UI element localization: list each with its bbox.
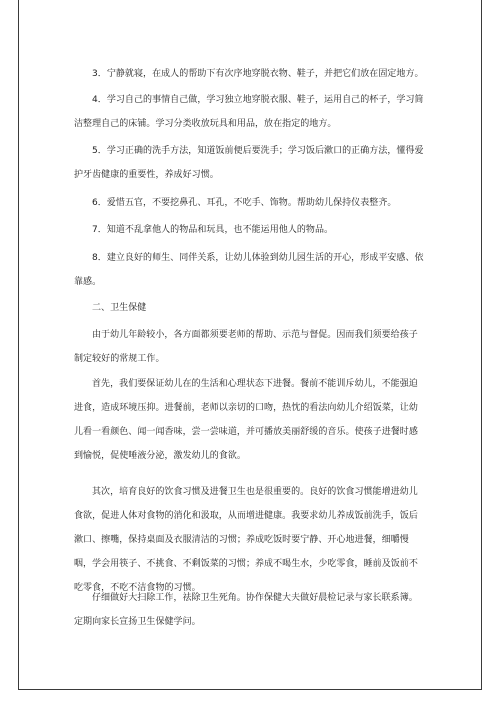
paragraph-item-3: 3．宁静就寝，在成人的帮助下有次序地穿脱衣物、鞋子，并把它们放在固定地方。 [92, 69, 424, 79]
paragraph-cleaning: 仔细做好大扫除工作，祛除卫生死角。协作保健大夫做好晨检记录与家长联系簿。定期向家长宣扬卫生保健学问。 [74, 593, 418, 627]
paragraph-item-7: 7．知道不乱拿他人的物品和玩具，也不能运用他人的物品。 [92, 225, 334, 235]
paragraph-item-6: 6．爱惜五官，不要挖鼻孔、耳孔，不吃手、饰物。帮助幼儿保持仪表整齐。 [92, 198, 397, 208]
paragraph-item-8: 8．建立良好的师生、同伴关系，让幼儿体验到幼儿园生活的开心，形成平安感、依靠感。 [74, 253, 424, 287]
section-heading-hygiene: 二、卫生保健 [92, 303, 147, 313]
paragraph-item-5: 5．学习正确的洗手方法，知道饭前便后要洗手；学习饭后漱口的正确方法，懂得爱护牙齿健康的重要性，养成好习惯。 [74, 146, 424, 180]
paragraph-intro: 由于幼儿年龄较小，各方面都须要老师的帮助、示范与督促。因而我们须要给孩子制定较好的常规工作。 [74, 330, 418, 364]
paragraph-item-4: 4．学习自己的事情自己做，学习独立地穿脱衣服、鞋子，运用自己的杯子，学习简洁整理自己的床铺。学习分类收放玩具和用品，放在指定的地方。 [74, 95, 424, 129]
paragraph-first: 首先，我们要保证幼儿在的生活和心理状态下进餐。餐前不能训斥幼儿，不能强迫进食，造成环境压抑。进餐前，老师以亲切的口吻，热忱的看法向幼儿介绍饭菜，让幼儿看一看颜色、闻一闻香味，尝一尝味道，并可播放美丽舒缓的音乐。使孩子进餐时感到愉悦，促使唾液分泌，激发幼儿的食欲。 [74, 379, 418, 461]
paragraph-second: 其次，培育良好的饮食习惯及进餐卫生也是很重要的。良好的饮食习惯能增进幼儿食欲，促进人体对食物的消化和汲取，从而增进健康。我要求幼儿养成饭前洗手，饭后漱口、擦嘴，保持桌面及衣服清洁的习惯；养成吃饭时要宁静、开心地进餐，细嚼慢咽，学会用筷子、不挑食、不剩饭菜的习惯；养成不喝生水，少吃零食，睡前及饭前不吃零食，不吃不洁食物的习惯。 [74, 487, 418, 593]
